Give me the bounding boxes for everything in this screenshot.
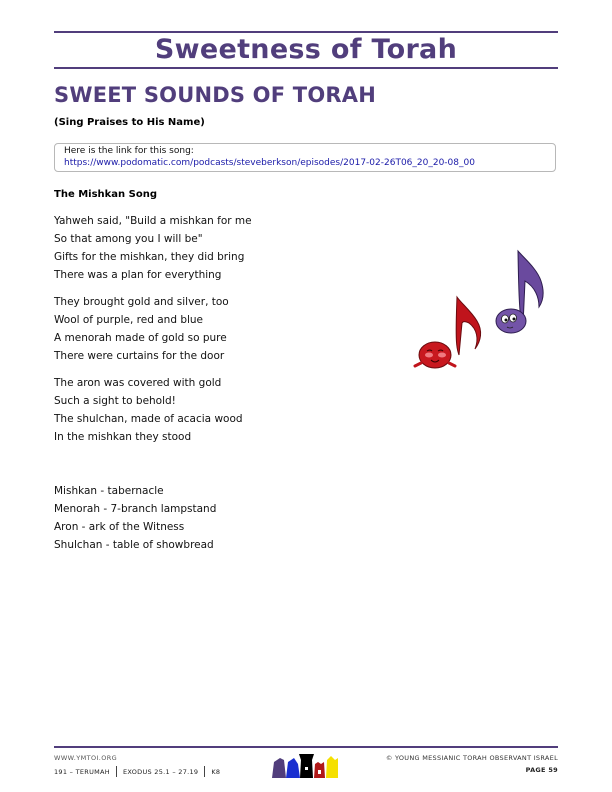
lyric-line: Yahweh said, "Build a mishkan for me bbox=[54, 215, 252, 227]
footer-divider bbox=[116, 766, 117, 777]
lyric-line: There was a plan for everything bbox=[54, 269, 222, 281]
glossary-item: Aron - ark of the Witness bbox=[54, 521, 185, 533]
verse-2 bbox=[54, 293, 374, 365]
glossary-item: Shulchan - table of showbread bbox=[54, 539, 214, 551]
footer-meta bbox=[54, 766, 220, 777]
lyric-line: The aron was covered with gold bbox=[54, 377, 222, 389]
purple-music-note-icon bbox=[496, 251, 543, 333]
banner-title: Sweetness of Torah bbox=[154, 34, 458, 65]
lyric-line: There were curtains for the door bbox=[54, 350, 225, 362]
subtitle: (Sing Praises to His Name) bbox=[54, 117, 205, 128]
lyric-line: Wool of purple, red and blue bbox=[54, 314, 204, 326]
lyric-line: So that among you I will be" bbox=[54, 233, 203, 245]
song-link[interactable]: https://www.podomatic.com/podcasts/steveberkson/episodes/2017-02-26T06_20_20-08_00 bbox=[64, 158, 475, 168]
glossary-item: Mishkan - tabernacle bbox=[54, 485, 164, 497]
verse-3 bbox=[54, 374, 374, 446]
footer-page-number: PAGE 59 bbox=[525, 766, 558, 774]
red-music-note-icon bbox=[415, 297, 481, 368]
section-title: SWEET SOUNDS OF TORAH bbox=[54, 83, 376, 107]
footer-site: WWW.YMTOI.ORG bbox=[54, 754, 118, 762]
banner-bottom-rule bbox=[54, 67, 558, 69]
lyric-line: A menorah made of gold so pure bbox=[54, 332, 227, 344]
ymtoi-logo bbox=[268, 750, 348, 780]
footer-reference: EXODUS 25.1 – 27.19 bbox=[122, 767, 199, 776]
lyric-line: The shulchan, made of acacia wood bbox=[54, 413, 243, 425]
footer-divider bbox=[204, 766, 205, 777]
lyric-line: In the mishkan they stood bbox=[54, 431, 192, 443]
footer-parasha: 191 – TERUMAH bbox=[54, 767, 110, 776]
footer-copyright: © YOUNG MESSIANIC TORAH OBSERVANT ISRAEL bbox=[385, 754, 558, 762]
link-label: Here is the link for this song: bbox=[64, 146, 194, 156]
glossary-item: Menorah - 7-branch lampstand bbox=[54, 503, 217, 515]
lyric-line: Such a sight to behold! bbox=[54, 395, 176, 407]
verse-1 bbox=[54, 212, 374, 284]
music-notes-illustration bbox=[405, 245, 555, 375]
song-link-box bbox=[54, 143, 556, 172]
lyric-line: Gifts for the mishkan, they did bring bbox=[54, 251, 245, 263]
footer-level: K8 bbox=[211, 767, 221, 776]
song-title: The Mishkan Song bbox=[54, 189, 158, 200]
lyric-line: They brought gold and silver, too bbox=[54, 296, 229, 308]
glossary bbox=[54, 482, 216, 554]
footer-rule bbox=[54, 746, 558, 748]
